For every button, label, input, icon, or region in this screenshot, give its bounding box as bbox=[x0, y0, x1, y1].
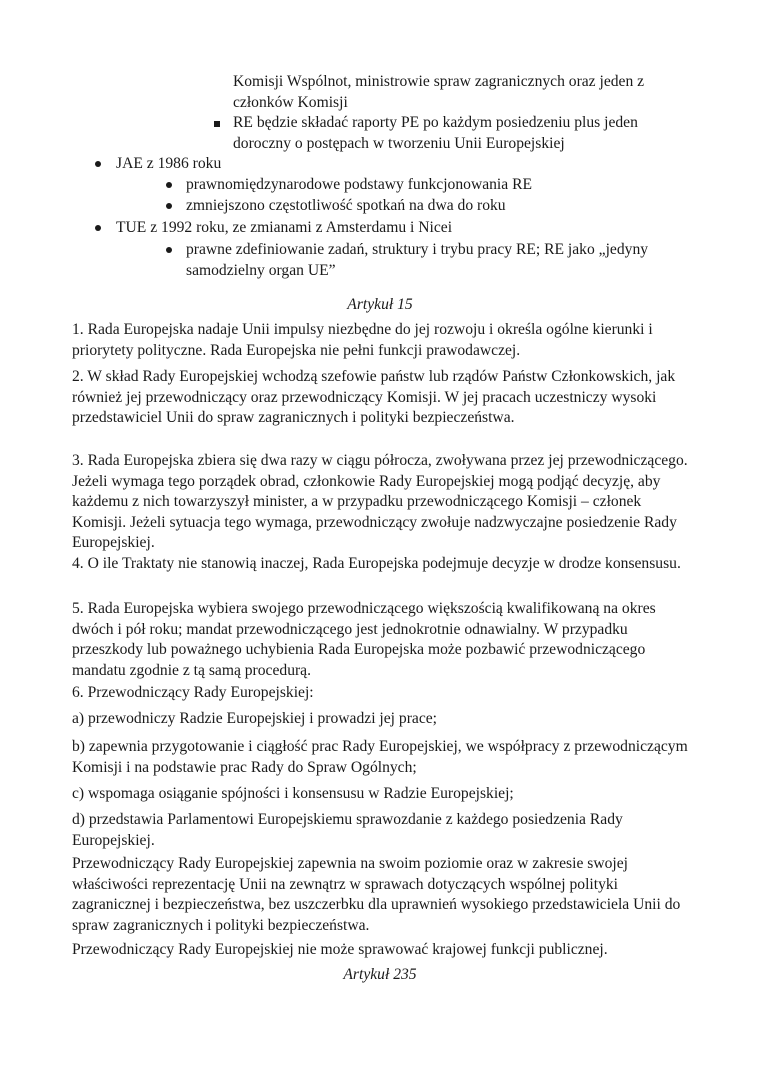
list-item-tue bbox=[116, 218, 696, 239]
paragraph: a) przewodniczy Radzie Europejskiej i prowadzi jej prace; bbox=[72, 710, 437, 727]
sub-list-item-text: prawnomiędzynarodowe podstawy funkcjonowania RE bbox=[186, 176, 533, 193]
bullet-icon bbox=[166, 247, 172, 253]
paragraph: 2. W skład Rady Europejskiej wchodzą szefowie państw lub rządów Państw Członkowskich, jak również jej przewodniczący oraz przewodniczący Komisji. W jej pracach uczestniczy wysoki przedstawiciel Unii do spraw zagranicznych i polityki bezpieczeństwa. bbox=[72, 368, 676, 426]
paragraph: 1. Rada Europejska nadaje Unii impulsy niezbędne do jej rozwoju i określa ogólne kierunki i priorytety polityczne. Rada Europejska nie pełni funkcji prawodawczej. bbox=[72, 321, 653, 359]
bullet-icon bbox=[166, 203, 172, 209]
list-item-label: JAE z 1986 roku bbox=[116, 155, 222, 172]
paragraph: Przewodniczący Rady Europejskiej nie może sprawować krajowej funkcji publicznej. bbox=[72, 941, 608, 958]
paragraph: b) zapewnia przygotowanie i ciągłość prac Rady Europejskiej, we współpracy z przewodniczącym Komisji i na podstawie prac Rady do Spraw Ogólnych; bbox=[72, 738, 688, 776]
list-item-label: TUE z 1992 roku, ze zmianami z Amsterdamu i Nicei bbox=[116, 219, 453, 236]
paragraph: d) przedstawia Parlamentowi Europejskiemu sprawozdanie z każdego posiedzenia Rady Europejskiej. bbox=[72, 811, 623, 849]
sub-list-item bbox=[186, 196, 686, 217]
square-bullet-item bbox=[233, 113, 693, 154]
paragraph: c) wspomaga osiąganie spójności i konsensusu w Radzie Europejskiej; bbox=[72, 785, 514, 802]
article-235-heading: Artykuł 235 bbox=[343, 966, 417, 983]
list-item-jae bbox=[116, 154, 696, 175]
sub-list-item-text: prawne zdefiniowanie zadań, struktury i trybu pracy RE; RE jako „jedyny samodzielny organ UE” bbox=[186, 241, 649, 279]
sub-list-item-text: zmniejszono częstotliwość spotkań na dwa do roku bbox=[186, 197, 506, 214]
sub-list-item bbox=[186, 240, 686, 281]
article-15-heading: Artykuł 15 bbox=[347, 296, 413, 313]
square-bullet-icon bbox=[214, 121, 220, 127]
paragraph: 6. Przewodniczący Rady Europejskiej: bbox=[72, 684, 314, 701]
sub-list-item bbox=[186, 175, 686, 196]
paragraph: Przewodniczący Rady Europejskiej zapewnia na swoim poziomie oraz w zakresie swojej właściwości reprezentację Unii na zewnątrz w sprawach dotyczących wspólnej polityki zagranicznej i bezpieczeństwa, bez uszczerbku dla uprawnień wysokiego przedstawiciela Unii do spraw zagranicznych i polityki bezpieczeństwa. bbox=[72, 855, 681, 934]
list-continuation-text: Komisji Wspólnot, ministrowie spraw zagranicznych oraz jeden z członków Komisji bbox=[233, 73, 645, 111]
square-bullet-text: RE będzie składać raporty PE po każdym posiedzeniu plus jeden doroczny o postępach w tworzeniu Unii Europejskiej bbox=[233, 114, 638, 152]
bullet-icon bbox=[95, 225, 101, 231]
paragraph: 5. Rada Europejska wybiera swojego przewodniczącego większością kwalifikowaną na okres dwóch i pół roku; mandat przewodniczącego jest jednokrotnie odnawialny. W przypadku przeszkody lub poważnego uchybienia Rada Europejska może pozbawić przewodniczącego mandatu zgodnie z tą samą procedurą. bbox=[72, 600, 656, 679]
paragraph: 4. O ile Traktaty nie stanowią inaczej, Rada Europejska podejmuje decyzje w drodze konsensusu. bbox=[72, 555, 681, 572]
bullet-icon bbox=[166, 182, 172, 188]
paragraph: 3. Rada Europejska zbiera się dwa razy w ciągu półrocza, zwoływana przez jej przewodniczącego. Jeżeli wymaga tego porządek obrad, członkowie Rady Europejskiej mogą podjąć decyzję, aby każdemu z nich towarzyszył minister, a w przypadku przewodniczącego Komisji – członek Komisji. Jeżeli sytuacja tego wymaga, przewodniczący zwołuje nadzwyczajne posiedzenie Rady Europejskiej. bbox=[72, 452, 688, 551]
bullet-icon bbox=[95, 161, 101, 167]
